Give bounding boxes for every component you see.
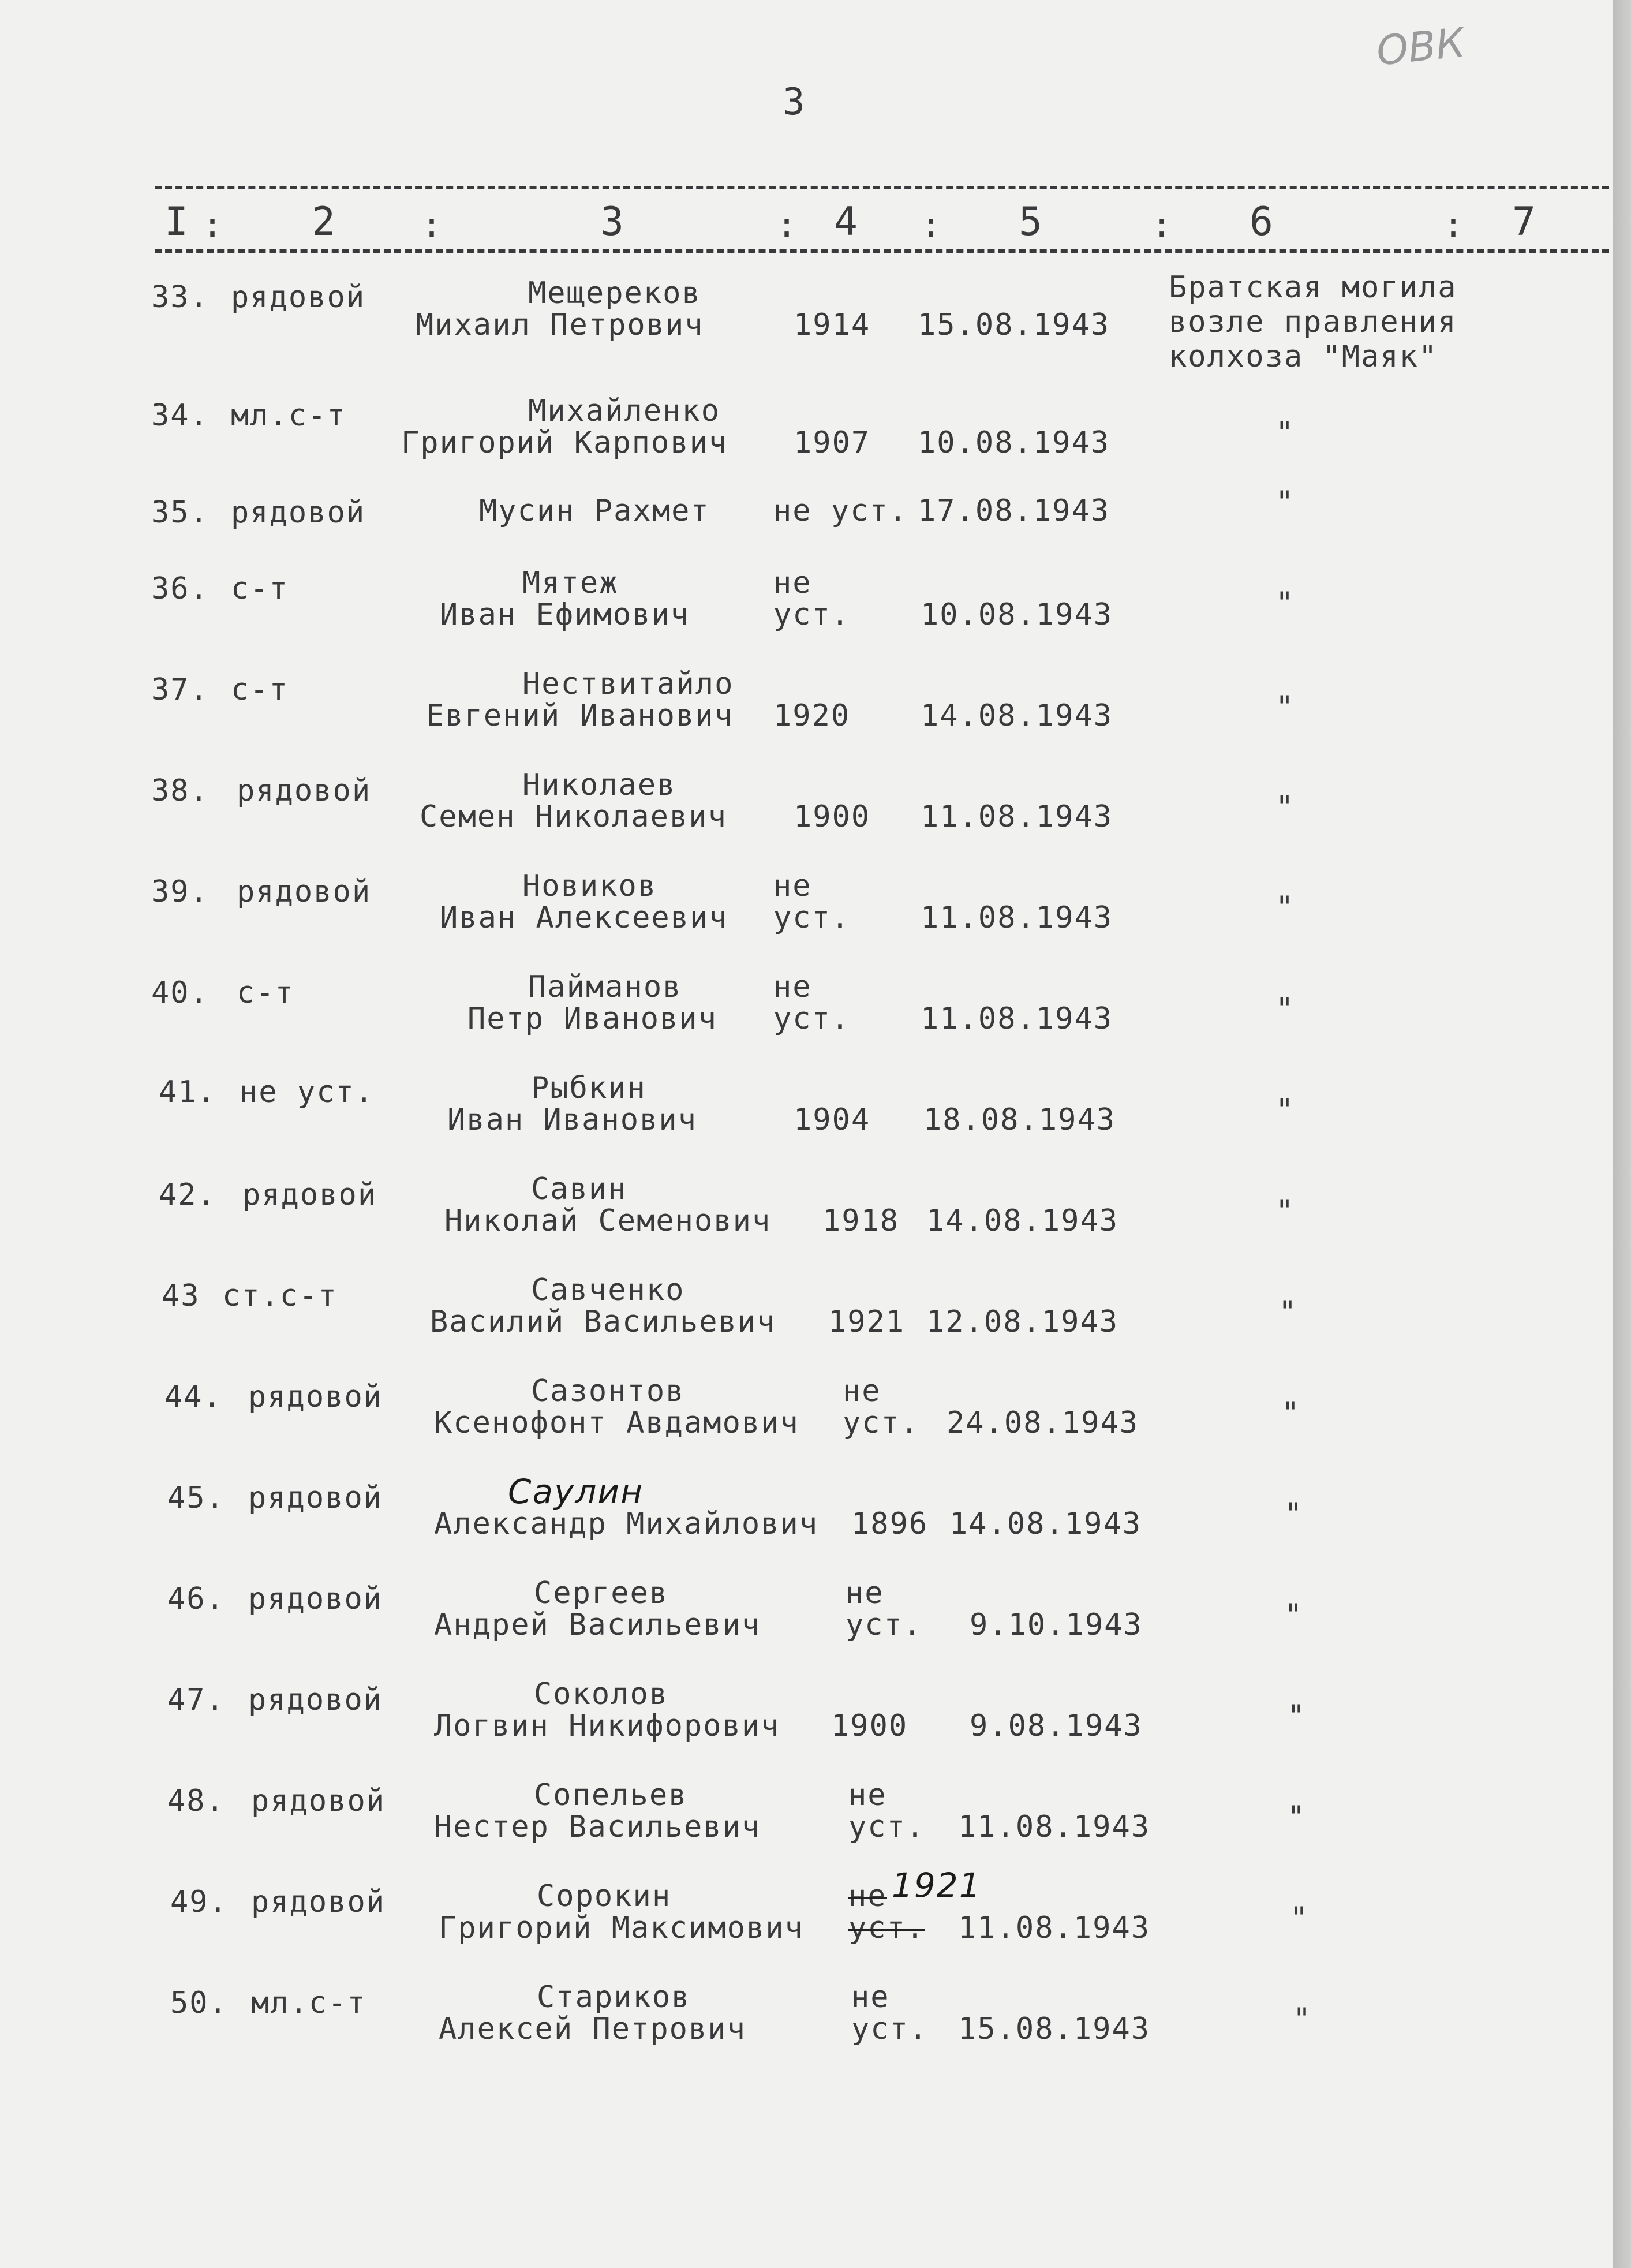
row-year: 1900: [794, 799, 871, 834]
row-names: Ксенофонт Авдамович: [434, 1406, 799, 1440]
header-rule-bottom: [155, 249, 1609, 253]
column-header-2: 2: [312, 199, 335, 245]
burial-place-line: колхоза "Маяк": [1169, 339, 1438, 374]
row-names: Иван Алексеевич: [440, 901, 728, 935]
ditto-mark: ": [1275, 790, 1295, 824]
header-divider: :: [421, 205, 443, 245]
row-names: Александр Михайлович: [434, 1507, 819, 1541]
ditto-mark: ": [1275, 416, 1295, 450]
row-year-top: не: [773, 869, 812, 903]
column-header-6: 6: [1250, 199, 1273, 245]
row-names: Логвин Никифорович: [434, 1709, 780, 1743]
row-number: 36.: [151, 571, 209, 606]
row-surname: Рыбкин: [531, 1071, 646, 1105]
row-rank: рядовой: [251, 1885, 386, 1919]
row-year-top: не: [851, 1980, 890, 2015]
column-header-4: 4: [834, 199, 858, 245]
column-header-3: 3: [600, 199, 624, 245]
row-date: 9.08.1943: [970, 1709, 1143, 1743]
row-names: Петр Иванович: [467, 1002, 717, 1036]
row-surname: Новиков: [522, 869, 657, 903]
ditto-mark: ": [1275, 485, 1295, 520]
row-names: Михаил Петрович: [416, 308, 704, 342]
row-surname: Сергеев: [534, 1576, 669, 1611]
row-number: 45.: [167, 1481, 225, 1515]
row-names: Иван Ефимович: [440, 597, 690, 632]
row-names: Иван Иванович: [447, 1103, 697, 1137]
row-year: уст.: [843, 1406, 920, 1440]
row-year: 1918: [822, 1204, 900, 1238]
row-year: уст.: [846, 1608, 923, 1642]
row-year: 1904: [794, 1103, 871, 1137]
row-surname: Сорокин: [537, 1879, 672, 1914]
row-names: Евгений Иванович: [426, 698, 734, 733]
ditto-mark: ": [1275, 890, 1295, 925]
row-date: 11.08.1943: [921, 901, 1113, 935]
row-number: 38.: [151, 774, 209, 808]
ditto-mark: ": [1278, 1295, 1298, 1329]
row-year: уст.: [773, 1002, 851, 1036]
row-number: 34.: [151, 398, 209, 433]
row-year: уст.: [773, 597, 851, 632]
row-names: Андрей Васильевич: [434, 1608, 761, 1642]
row-surname: Савченко: [531, 1273, 685, 1307]
row-number: 33.: [151, 280, 209, 315]
row-rank: не уст.: [240, 1075, 375, 1109]
row-names: Григорий Максимович: [439, 1911, 804, 1945]
row-year: уст.: [851, 2012, 929, 2046]
row-surname: Соколов: [534, 1677, 669, 1712]
row-date: 17.08.1943: [918, 494, 1110, 528]
row-surname: Сазонтов: [531, 1374, 685, 1408]
ditto-mark: ": [1293, 2002, 1312, 2037]
row-surname-handwritten: Саулин: [508, 1472, 644, 1511]
row-date: 9.10.1943: [970, 1608, 1143, 1642]
column-header-1: I: [164, 199, 188, 245]
page-number: 3: [783, 81, 805, 124]
row-names: Василий Васильевич: [430, 1305, 776, 1339]
row-year: уст.: [773, 901, 851, 935]
ditto-mark: ": [1275, 586, 1295, 621]
row-rank: рядовой: [251, 1784, 386, 1818]
row-date: 10.08.1943: [918, 425, 1110, 460]
row-rank: рядовой: [237, 875, 372, 909]
row-number: 37.: [151, 672, 209, 707]
header-divider: :: [921, 205, 942, 245]
row-names: Николай Семенович: [444, 1204, 772, 1238]
row-surname: Стариков: [537, 1980, 691, 2015]
row-number: 48.: [167, 1784, 225, 1818]
row-number: 43: [162, 1279, 200, 1313]
row-date: 14.08.1943: [926, 1204, 1119, 1238]
row-rank: мл.с-т: [231, 398, 346, 433]
row-date: 11.08.1943: [958, 1911, 1151, 1945]
row-number: 50.: [170, 1986, 228, 2020]
row-number: 42.: [159, 1178, 216, 1212]
row-names: Мусин Рахмет: [479, 494, 710, 528]
row-surname: Нествитайло: [522, 667, 734, 701]
ditto-mark: ": [1290, 1901, 1310, 1936]
burial-place-line: возле правления: [1169, 305, 1457, 339]
row-year: 1896: [851, 1507, 929, 1541]
row-date: 14.08.1943: [949, 1507, 1142, 1541]
row-number: 40.: [151, 976, 209, 1010]
row-surname: Мятеж: [522, 566, 619, 600]
row-date: 11.08.1943: [921, 799, 1113, 834]
row-rank: рядовой: [231, 280, 366, 315]
row-date: 11.08.1943: [958, 1810, 1151, 1844]
row-rank: рядовой: [248, 1683, 383, 1717]
header-rule-top: [155, 186, 1609, 189]
row-rank: рядовой: [248, 1582, 383, 1616]
row-year: не уст.: [773, 494, 908, 528]
row-date: 24.08.1943: [947, 1406, 1139, 1440]
row-number: 46.: [167, 1582, 225, 1616]
row-year: 1907: [794, 425, 871, 460]
row-year-top: не: [846, 1576, 884, 1611]
page-edge-shadow: [1613, 0, 1631, 2268]
ditto-mark: ": [1275, 1194, 1295, 1228]
row-year-top: не: [843, 1374, 881, 1408]
ditto-mark: ": [1281, 1396, 1301, 1430]
ditto-mark: ": [1284, 1598, 1304, 1632]
row-year: 1920: [773, 698, 851, 733]
header-divider: :: [202, 205, 223, 245]
row-surname: Сопельев: [534, 1778, 688, 1813]
header-divider: :: [1151, 205, 1173, 245]
row-date: 15.08.1943: [918, 308, 1110, 342]
row-date: 10.08.1943: [921, 597, 1113, 632]
header-divider: :: [1443, 205, 1464, 245]
ditto-mark: ": [1275, 690, 1295, 724]
row-names: Нестер Васильевич: [434, 1810, 761, 1844]
row-rank: рядовой: [237, 774, 372, 808]
row-rank: рядовой: [248, 1481, 383, 1515]
column-header-7: 7: [1512, 199, 1536, 245]
row-number: 35.: [151, 495, 209, 530]
corner-mark: ОВК: [1374, 18, 1467, 75]
ditto-mark: ": [1287, 1800, 1307, 1834]
row-rank: ст.с-т: [222, 1279, 338, 1313]
row-year-top-struck: не: [848, 1879, 887, 1914]
row-names: Семен Николаевич: [420, 799, 727, 834]
row-names: Алексей Петрович: [439, 2012, 746, 2046]
column-header-5: 5: [1019, 199, 1042, 245]
row-number: 41.: [159, 1075, 216, 1109]
ditto-mark: ": [1287, 1699, 1307, 1733]
row-names: Григорий Карпович: [401, 425, 728, 460]
row-number: 44.: [164, 1380, 222, 1414]
row-rank: с-т: [231, 571, 289, 606]
row-rank: с-т: [237, 976, 294, 1010]
handwritten-year: 1921: [892, 1866, 982, 1905]
row-year-top: не: [848, 1778, 887, 1813]
row-number: 49.: [170, 1885, 228, 1919]
row-number: 39.: [151, 875, 209, 909]
row-rank: с-т: [231, 672, 289, 707]
row-surname: Мещереков: [528, 276, 701, 311]
row-year-struck: уст.: [848, 1911, 926, 1945]
row-date: 18.08.1943: [923, 1103, 1116, 1137]
row-date: 11.08.1943: [921, 1002, 1113, 1036]
row-year-top: не: [773, 970, 812, 1004]
row-rank: рядовой: [248, 1380, 383, 1414]
row-surname: Николаев: [522, 768, 676, 802]
ditto-mark: ": [1275, 992, 1295, 1026]
row-rank: рядовой: [242, 1178, 377, 1212]
row-year-top: не: [773, 566, 812, 600]
header-divider: :: [776, 205, 798, 245]
row-year: 1900: [831, 1709, 908, 1743]
row-surname: Савин: [531, 1172, 627, 1206]
row-date: 12.08.1943: [926, 1305, 1119, 1339]
row-year: 1921: [828, 1305, 906, 1339]
row-year: уст.: [848, 1810, 926, 1844]
row-date: 15.08.1943: [958, 2012, 1151, 2046]
row-year: 1914: [794, 308, 871, 342]
row-number: 47.: [167, 1683, 225, 1717]
burial-place-line: Братская могила: [1169, 270, 1457, 305]
row-rank: рядовой: [231, 495, 366, 530]
ditto-mark: ": [1284, 1497, 1304, 1531]
row-date: 14.08.1943: [921, 698, 1113, 733]
row-rank: мл.с-т: [251, 1986, 366, 2020]
row-surname: Михайленко: [528, 394, 721, 428]
ditto-mark: ": [1275, 1093, 1295, 1127]
row-surname: Пайманов: [528, 970, 682, 1004]
